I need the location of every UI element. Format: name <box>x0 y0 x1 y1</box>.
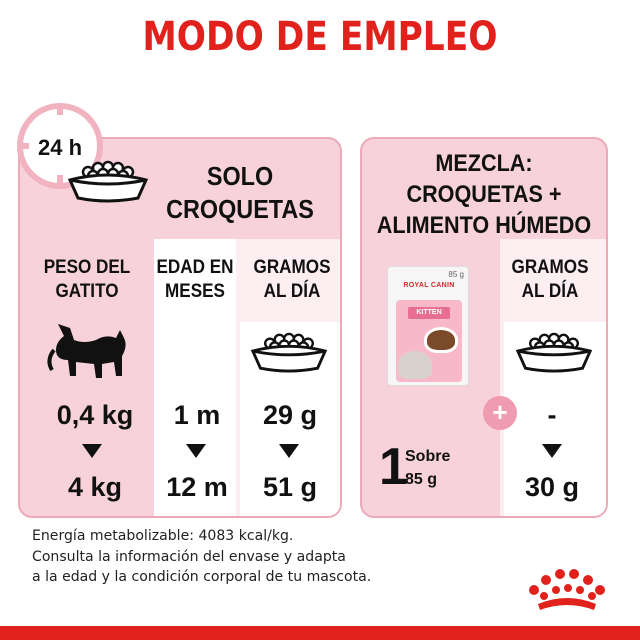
grams-per-day-header-line2: AL DÍA <box>263 280 321 302</box>
page-title: MODO DE EMPLEO <box>142 14 498 60</box>
pouch-product-label: KITTEN <box>408 307 450 319</box>
wet-food-pouch-image <box>387 266 469 386</box>
age-from-value: 1 m <box>173 400 221 430</box>
down-arrow-icon <box>82 444 102 458</box>
kibble-bowl-icon <box>66 158 150 204</box>
grams-from-value: 29 g <box>262 400 318 430</box>
mix-grams-header-line2: AL DÍA <box>521 280 579 302</box>
weight-from-value: 0,4 kg <box>56 400 134 430</box>
pouch-food-bowl <box>424 327 458 353</box>
pouch-cat-image <box>398 351 432 379</box>
kitten-weight-header-line1: PESO DEL <box>43 257 131 278</box>
pouch-amount: 85 g <box>405 471 438 489</box>
clock-tick <box>57 107 63 115</box>
mixed-heading-line2: CROQUETAS + <box>406 181 562 209</box>
energy-note-line2: Consulta la información del envase y adapta <box>32 548 346 565</box>
grams-per-day-header <box>249 256 335 304</box>
mixed-heading <box>372 148 595 242</box>
age-header <box>153 256 238 304</box>
plus-icon: + <box>483 396 517 430</box>
clock-tick <box>57 175 63 183</box>
kitten-icon <box>46 320 136 386</box>
mix-grams-header-line1: GRAMOS <box>511 257 589 278</box>
mixed-heading-line3: ALIMENTO HÚMEDO <box>376 212 592 240</box>
kitten-weight-header-line2: GATITO <box>55 280 119 302</box>
clock-label: 24 h <box>37 135 83 160</box>
energy-note <box>32 526 439 588</box>
age-header-line1: EDAD EN <box>156 257 234 278</box>
royal-canin-crown-logo <box>524 566 608 616</box>
energy-note-line1: Energía metabolizable: 4083 kcal/kg. <box>32 528 294 544</box>
mix-grams-to-value: 30 g <box>524 472 580 502</box>
dry-only-heading-line2: CROQUETAS <box>166 193 314 224</box>
pouch-quantity <box>405 445 450 491</box>
mixed-heading-line1: MEZCLA: <box>435 150 533 177</box>
grams-to-value: 51 g <box>262 472 318 502</box>
pouch-unit: Sobre <box>405 448 451 465</box>
pouch-brand-label: ROYAL CANIN <box>403 282 455 289</box>
weight-to-value: 4 kg <box>67 472 123 502</box>
pouch-count: 1 <box>379 438 408 496</box>
kibble-bowl-icon <box>514 330 594 374</box>
mix-grams-from-value: - <box>547 400 557 430</box>
dry-only-heading-line1: SOLO <box>206 161 274 191</box>
grams-per-day-header-line1: GRAMOS <box>253 257 331 278</box>
pouch-weight-label: 85 g <box>448 270 464 279</box>
energy-note-line3: a la edad y la condición corporal de tu mascota. <box>32 569 372 586</box>
bottom-accent-bar <box>0 626 640 640</box>
down-arrow-icon <box>186 444 206 458</box>
age-header-line2: MESES <box>165 280 225 302</box>
down-arrow-icon <box>279 444 299 458</box>
down-arrow-icon <box>542 444 562 458</box>
kitten-weight-header <box>29 256 146 304</box>
mix-grams-header <box>496 256 604 304</box>
dry-only-heading <box>157 160 323 225</box>
kibble-bowl-icon <box>249 330 329 374</box>
age-to-value: 12 m <box>166 472 228 502</box>
